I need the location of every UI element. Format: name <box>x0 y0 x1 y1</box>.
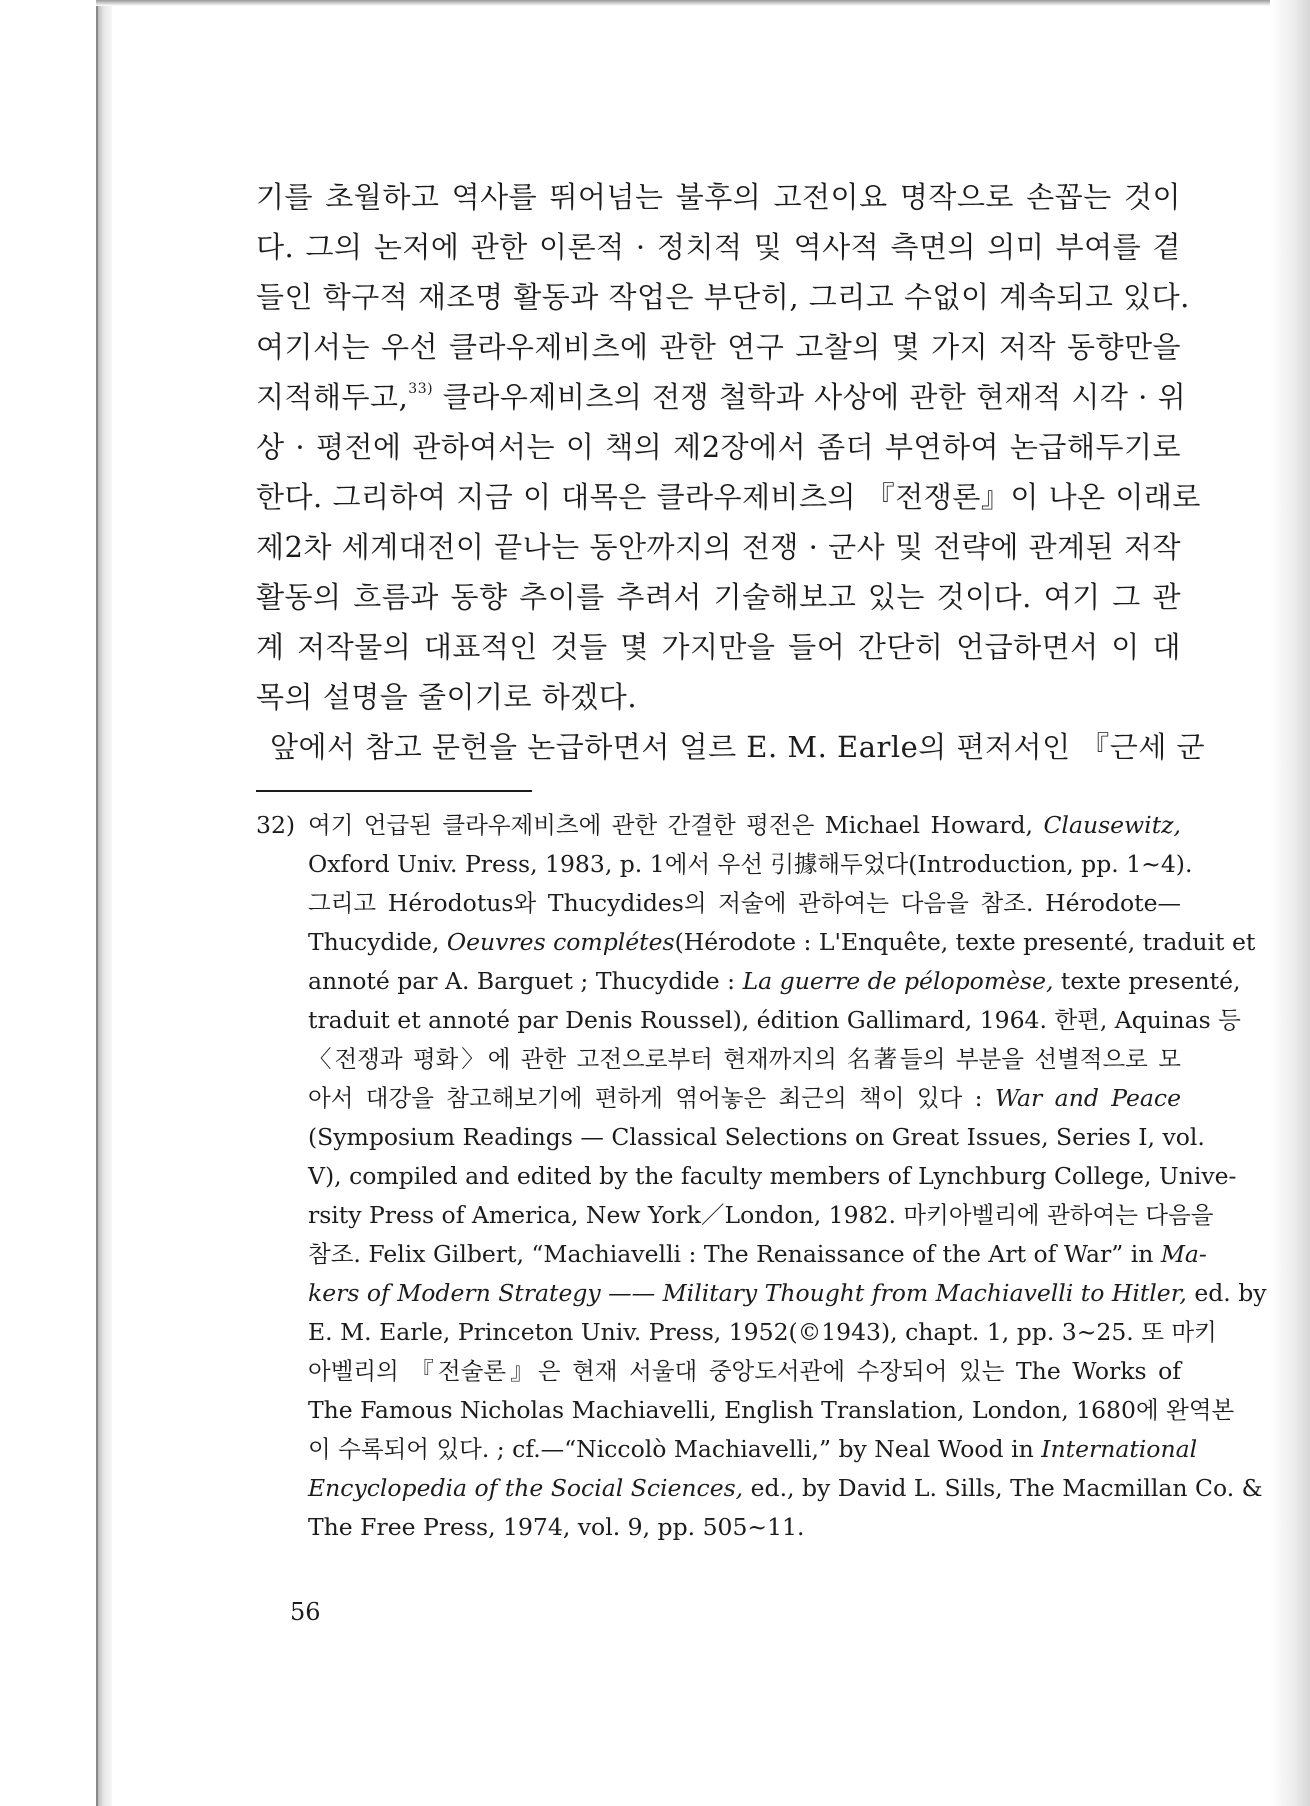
footnote-line <box>256 962 1241 1001</box>
footnote-italic-title: Clausewitz, <box>1043 811 1181 839</box>
footnote-text: ed., by David L. Sills, The Macmillan Co. & <box>743 1474 1263 1502</box>
footnote-line: (Symposium Readings — Classical Selections on Great Issues, Series Ⅰ, vol. <box>308 1123 1205 1151</box>
body-line: 계 저작물의 대표적인 것들 몇 가지만을 들어 간단히 언급하면서 이 대 <box>256 630 1181 664</box>
footnote-line <box>256 1430 1198 1469</box>
body-line: 기를 초월하고 역사를 뛰어넘는 불후의 고전이요 명작으로 손꼽는 것이 <box>256 180 1181 214</box>
footnote-text: 아서 대강을 참고해보기에 편하게 엮어놓은 최근의 책이 있다 : <box>308 1084 995 1112</box>
footnote-italic-title: kers of Modern Strategy —— Military Thought from Machiavelli to Hitler, <box>308 1279 1187 1307</box>
body-line: 제2차 세계대전이 끝나는 동안까지의 전쟁 · 군사 및 전략에 관계된 저작 <box>256 530 1181 564</box>
footnote-line <box>256 1079 1181 1118</box>
footnote-line <box>256 806 1181 845</box>
body-line: 목의 설명을 줄이기로 하겠다. <box>256 680 638 714</box>
footnote-line <box>256 1274 1267 1313</box>
footnote-line: rsity Press of America, New York／London, 1982. 마키아벨리에 관하여는 다음을 <box>308 1201 1214 1229</box>
footnote-line: The Free Press, 1974, vol. 9, pp. 505~11. <box>308 1513 805 1541</box>
footnote-line: 아벨리의 『전술론』은 현재 서울대 중앙도서관에 수장되어 있는 The Works of <box>308 1357 1181 1385</box>
body-line-text: 지적해두고, <box>256 380 409 414</box>
footnote-line <box>256 1469 1263 1508</box>
body-line: 상 · 평전에 관하여서는 이 책의 제2장에서 좀더 부연하여 논급해두기로 <box>256 430 1181 464</box>
footnote <box>256 806 1267 1547</box>
footnote-line: traduit et annoté par Denis Roussel), édition Gallimard, 1964. 한편, Aquinas 등 <box>308 1006 1241 1034</box>
footnote-text: 참조. Felix Gilbert, “Machiavelli : The Renaissance of the Art of War” in <box>308 1240 1161 1268</box>
footnote-text: 여기 언급된 클라우제비츠에 관한 간결한 평전은 Michael Howard, <box>308 811 1044 839</box>
footnote-text: (Hérodote : L'Enquête, texte presenté, traduit et <box>674 928 1256 956</box>
footnote-italic-title: Encyclopedia of the Social Sciences, <box>308 1474 744 1502</box>
footnote-text: 이 수록되어 있다. ; cf.—“Niccolò Machiavelli,” by Neal Wood in <box>308 1435 1042 1463</box>
footnote-italic-title: Oeuvres complétes <box>446 928 675 956</box>
body-line: 활동의 흐름과 동향 추이를 추려서 기술해보고 있는 것이다. 여기 그 관 <box>256 580 1181 614</box>
footnote-reference: 33) <box>408 381 434 397</box>
footnote-number: 32) <box>256 811 296 839</box>
page-spine-edge <box>96 0 112 1806</box>
footnote-line: The Famous Nicholas Machiavelli, English Translation, London, 1680에 완역본 <box>308 1396 1235 1424</box>
body-line-text: 클라우제비츠의 전쟁 철학과 사상에 관한 현재적 시각 · 위 <box>433 380 1187 414</box>
footnote-italic-title: La guerre de pélopomèse, <box>742 967 1054 995</box>
footnote-line: 〈전쟁과 평화〉에 관한 고전으로부터 현재까지의 名著들의 부분을 선별적으로 모 <box>308 1045 1181 1073</box>
footnote-text: annoté par A. Barguet ; Thucydide : <box>308 967 743 995</box>
footnote-text: Thucydide, <box>308 928 447 956</box>
footnote-italic-title: International <box>1041 1435 1198 1463</box>
body-line <box>256 372 1187 422</box>
footnote-line <box>256 923 1256 962</box>
footnote-separator <box>256 790 532 792</box>
body-line: 한다. 그리하여 지금 이 대목은 클라우제비츠의 『전쟁론』이 나온 이래로 <box>256 480 1201 514</box>
body-line-paragraph-start: 앞에서 참고 문헌을 논급하면서 얼르 E. M. Earle의 편저서인 『근세 군 <box>270 730 1206 764</box>
footnote-line: Oxford Univ. Press, 1983, p. 1에서 우선 引據해두었다(Introduction, pp. 1~4). <box>308 850 1193 878</box>
body-line: 들인 학구적 재조명 활동과 작업은 부단히, 그리고 수없이 계속되고 있다. <box>256 280 1190 314</box>
footnote-italic-title: War and Peace <box>994 1084 1181 1112</box>
footnote-line <box>256 1235 1207 1274</box>
footnote-text: texte presenté, <box>1053 967 1241 995</box>
footnote-line: E. M. Earle, Princeton Univ. Press, 1952(©1943), chapt. 1, pp. 3~25. 또 마키 <box>308 1318 1217 1346</box>
footnote-line: Ⅴ), compiled and edited by the faculty members of Lynchburg College, Unive- <box>308 1162 1237 1190</box>
page-number: 56 <box>290 1598 321 1626</box>
footnote-text: ed. by <box>1186 1279 1267 1307</box>
page-right-shadow <box>1270 0 1310 1806</box>
body-text <box>256 172 1206 772</box>
footnote-italic-title: Ma- <box>1160 1240 1207 1268</box>
footnote-line: 그리고 Hérodotus와 Thucydides의 저술에 관하여는 다음을 참조. Hérodote— <box>308 889 1181 917</box>
page-top-edge <box>96 0 1310 6</box>
body-line: 여기서는 우선 클라우제비츠에 관한 연구 고찰의 몇 가지 저작 동향만을 <box>256 330 1181 364</box>
body-line: 다. 그의 논저에 관한 이론적 · 정치적 및 역사적 측면의 의미 부여를 곁 <box>256 230 1181 264</box>
